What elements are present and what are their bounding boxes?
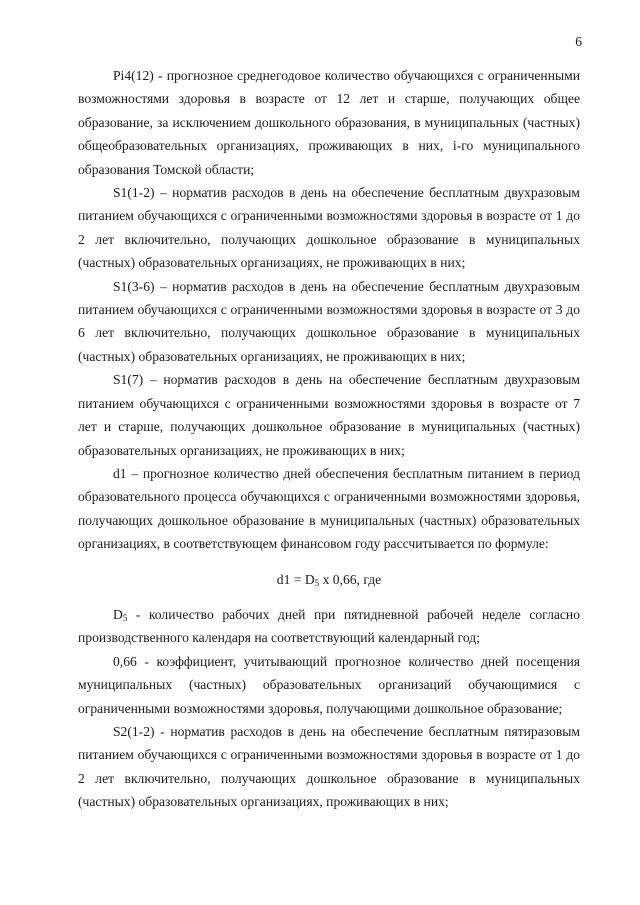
formula-lhs: d1 = D bbox=[276, 571, 315, 587]
paragraph-coefficient: 0,66 - коэффициент, учитывающий прогнозное количество дней посещения муниципальных (частных) образовательных организаций обучающимися с ограниченными возможностями здоровья, получающими дошкольное образование; bbox=[78, 653, 580, 716]
paragraph-s1-1-2: S1(1-2) – норматив расходов в день на обеспечение бесплатным двухразовым питанием обучающихся с ограниченными возможностями здоровья в возрасте от 1 до 2 лет включительно, получающих дошкольное образование в муниципальных (частных) образовательных организациях, не проживающих в них; bbox=[78, 185, 580, 271]
d5-text: - количество рабочих дней при пятидневной рабочей неделе согласно производственного календаря на соответствующий календарный год; bbox=[78, 606, 580, 646]
paragraph-pi4: Pi4(12) - прогнозное среднегодовое количество обучающихся с ограниченными возможностями здоровья в возрасте от 12 лет и старше, получающих общее образование, за исключением дошкольного образования, в муниципальных (частных) общеобразовательных организациях, проживающих в них, i-го муниципального образования Томской области; bbox=[78, 68, 580, 177]
formula-rhs: x 0,66, где bbox=[319, 571, 382, 587]
d5-sub: 5 bbox=[122, 612, 128, 623]
document-body bbox=[78, 64, 580, 814]
paragraph-s1-7: S1(7) – норматив расходов в день на обеспечение бесплатным двухразовым питанием обучающихся с ограниченными возможностями здоровья в возрасте от 7 лет и старше, получающих дошкольное образование в муниципальных (частных) образовательных организациях, не проживающих в них; bbox=[78, 372, 580, 458]
paragraph-s1-3-6: S1(3-6) – норматив расходов в день на обеспечение бесплатным двухразовым питанием обучающихся с ограниченными возможностями здоровья в возрасте от 3 до 6 лет включительно, получающих дошкольное образование в муниципальных (частных) образовательных организациях, не проживающих в них; bbox=[78, 278, 580, 364]
paragraph-d5 bbox=[78, 603, 580, 650]
d5-symbol: D bbox=[113, 606, 123, 622]
formula bbox=[78, 568, 580, 591]
paragraph-d1: d1 – прогнозное количество дней обеспечения бесплатным питанием в период образовательного процесса обучающихся с ограниченными возможностями здоровья, получающих дошкольное образование в муниципальных (частных) образовательных организациях, в соответствующем финансовом году рассчитывается по формуле: bbox=[78, 465, 580, 552]
formula-sub: 5 bbox=[314, 577, 320, 588]
page-number: 6 bbox=[575, 34, 582, 49]
paragraph-s2-1-2: S2(1-2) - норматив расходов в день на обеспечение бесплатным пятиразовым питанием обучающихся с ограниченными возможностями здоровья в возрасте от 1 до 2 лет включительно, получающих дошкольное образование в муниципальных (частных) образовательных организациях, проживающих в них; bbox=[78, 723, 580, 810]
